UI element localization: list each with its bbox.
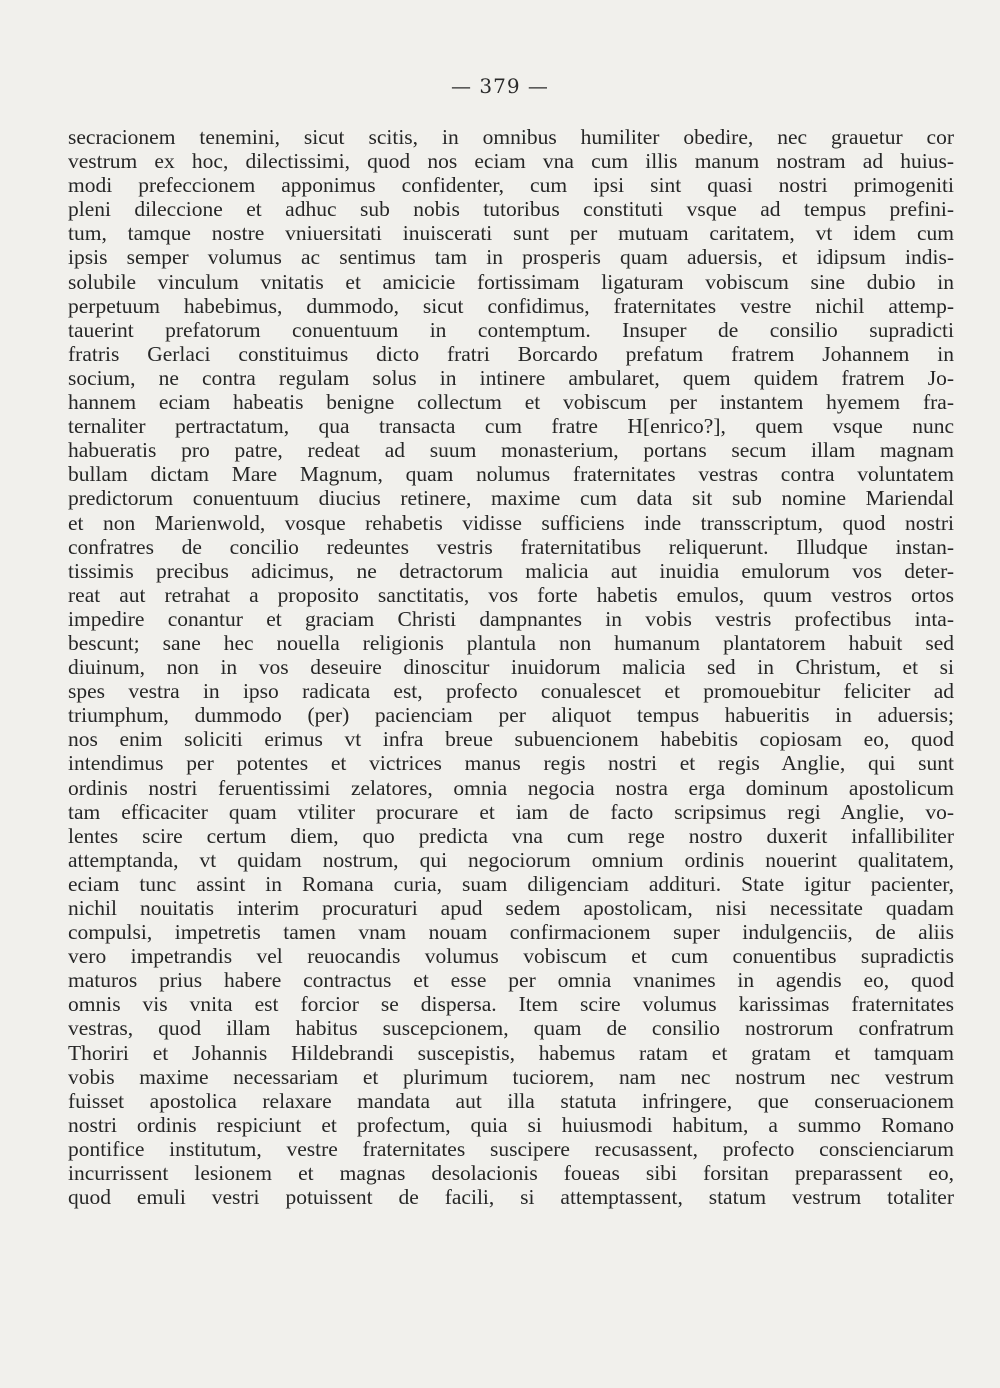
text-line: vero impetrandis vel reuocandis volumus vobiscum et cum conuentibus supradictis [68,944,954,969]
text-line: tissimis precibus adicimus, ne detractorum malicia aut inuidia emulorum vos deter- [68,558,954,583]
text-line: tauerint prefatorum conuentuum in contemptum. Insuper de consilio supradicti [68,317,954,342]
text-line: maturos prius habere contractus et esse per omnia vnanimes in agendis eo, quod [68,968,954,993]
text-line: nos enim soliciti erimus vt infra breue subuencionem habebitis copiosam eo, quod [68,727,954,752]
text-line: lentes scire certum diem, quo predicta vna cum rege nostro duxerit infallibiliter [68,823,954,848]
text-line: nostri ordinis respiciunt et profectum, quia si huiusmodi habitum, a summo Romano [68,1112,954,1137]
text-line: spes vestra in ipso radicata est, profecto conualescet et promouebitur feliciter ad [68,679,954,704]
text-line: vestras, quod illam habitus suscepcionem, quam de consilio nostrorum confratrum [68,1016,954,1041]
text-line: ordinis nostri feruentissimi zelatores, omnia negocia nostra erga dominum apostolicum [68,775,954,800]
text-line: impedire conantur et graciam Christi dampnantes in vobis vestris profectibus inta- [68,606,954,631]
text-line: omnis vis vnita est forcior se dispersa. Item scire volumus karissimas fraternitates [68,992,954,1017]
text-line: tum, tamque nostre vniuersitati inuiscerati sunt per mutuam caritatem, vt idem cum [68,221,954,246]
text-line: pontifice institutum, vestre fraternitates suscipere recusassent, profecto conscienciarum [68,1136,954,1161]
text-line: secracionem tenemini, sicut scitis, in omnibus humiliter obedire, nec grauetur cor [68,125,954,149]
body-text [68,125,954,1209]
text-line: vobis maxime necessariam et plurimum tuciorem, nam nec nostrum nec vestrum [68,1064,954,1089]
text-line: perpetuum habebimus, dummodo, sicut confidimus, fraternitates vestre nichil attemp- [68,293,954,318]
text-line: et non Marienwold, vosque rehabetis vidisse sufficiens inde transscriptum, quod nostri [68,510,954,535]
text-line: nichil nouitatis interim procuraturi apud sedem apostolicam, nisi necessitate quadam [68,896,954,920]
text-line: compulsi, impetretis tamen vnam nouam confirmacionem super indulgenciis, de aliis [68,920,954,945]
text-line: hannem eciam habeatis benigne collectum et vobiscum per instantem hyemem fra- [68,390,954,415]
text-line: bullam dictam Mare Magnum, quam nolumus fraternitates vestras contra voluntatem [68,462,954,487]
text-line: confratres de concilio redeuntes vestris fraternitatibus reliquerunt. Illudque instan- [68,534,954,559]
text-line: tam efficaciter quam vtiliter procurare et iam de facto scripsimus regi Anglie, vo- [68,799,954,824]
text-line: solubile vinculum vnitatis et amicicie fortissimam ligaturam vobiscum sine dubio in [68,269,954,294]
text-line: modi prefeccionem apponimus confidenter, cum ipsi sint quasi nostri primogeniti [68,173,954,198]
text-line: bescunt; sane hec nouella religionis plantula non humanum plantatorem habuit sed [68,630,954,655]
text-line: ipsis semper volumus ac sentimus tam in prosperis quam aduersis, et idipsum indis- [68,245,954,270]
text-line: attemptanda, vt quidam nostrum, qui negociorum omnium ordinis nouerint qualitatem, [68,847,954,872]
text-line: incurrissent lesionem et magnas desolacionis foueas sibi forsitan preparassent eo, [68,1161,954,1186]
text-line: reat aut retrahat a proposito sanctitatis, vos forte habetis emulos, quum vestros ortos [68,582,954,607]
text-line: Thoriri et Johannis Hildebrandi suscepistis, habemus ratam et gratam et tamquam [68,1040,954,1065]
text-line: socium, ne contra regulam solus in intinere ambularet, quem quidem fratrem Jo- [68,365,954,390]
text-line: eciam tunc assint in Romana curia, suam diligenciam addituri. State igitur pacienter, [68,871,954,896]
text-line: habueratis pro patre, redeat ad suum monasterium, portans secum illam magnam [68,438,954,463]
text-line: predictorum conuentuum diucius retinere, maxime cum data sit sub nomine Mariendal [68,486,954,511]
text-line: pleni dileccione et adhuc sub nobis tutoribus constituti vsque ad tempus prefini- [68,197,954,222]
text-line: diuinum, non in vos deseuire dinoscitur inuidorum malicia sed in Christum, et si [68,655,954,680]
text-line: intendimus per potentes et victrices manus regis nostri et regis Anglie, qui sunt [68,751,954,776]
text-line: fratris Gerlaci constituimus dicto fratri Borcardo prefatum fratrem Johannem in [68,341,954,366]
text-line: vestrum ex hoc, dilectissimi, quod nos eciam vna cum illis manum nostram ad huius- [68,149,954,174]
text-line: quod emuli vestri potuissent de facili, si attemptassent, statum vestrum totaliter [68,1185,954,1210]
text-line: ternaliter pertractatum, qua transacta cum fratre H[enrico?], quem vsque nunc [68,414,954,439]
text-line: fuisset apostolica relaxare mandata aut illa statuta infringere, que conseruacionem [68,1088,954,1113]
page-number: — 379 — [451,74,549,98]
text-line: triumphum, dummodo (per) pacienciam per aliquot tempus habueritis in aduersis; [68,703,954,728]
